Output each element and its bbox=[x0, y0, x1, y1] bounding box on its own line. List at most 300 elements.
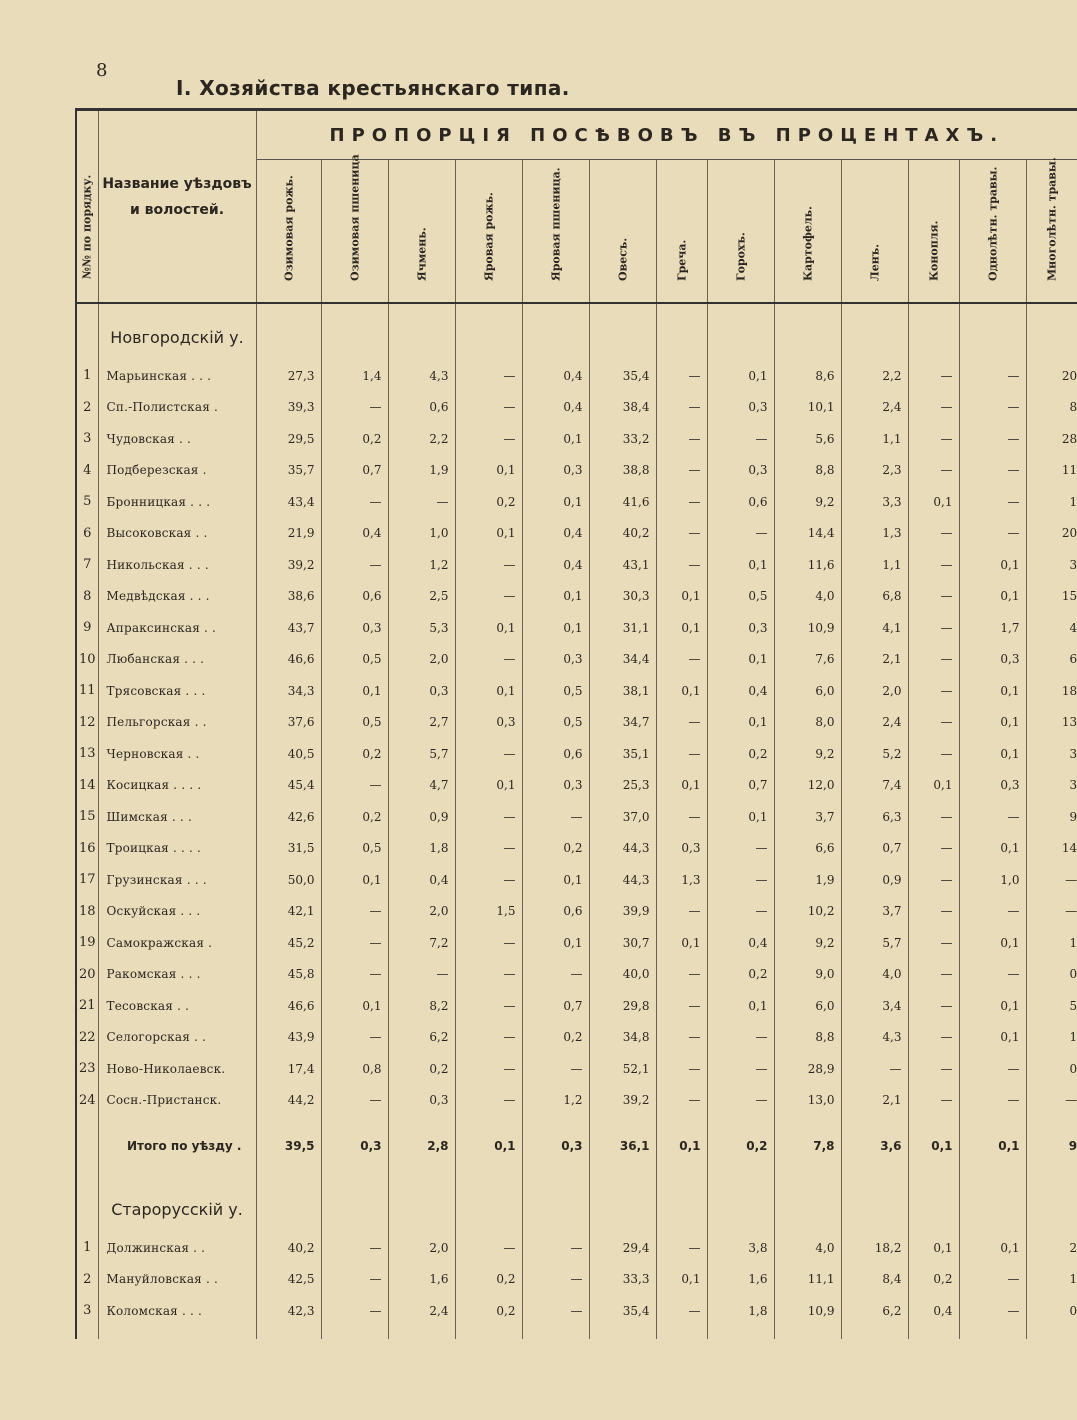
value-cell: 45,8 bbox=[256, 959, 321, 991]
empty-cell bbox=[256, 1327, 321, 1339]
value-cell: — bbox=[908, 423, 959, 455]
value-cell: 38,4 bbox=[589, 392, 656, 424]
value-cell: 43,1 bbox=[589, 549, 656, 581]
empty-cell bbox=[388, 303, 455, 360]
page-number: 8 bbox=[96, 60, 108, 81]
empty-cell bbox=[707, 1327, 774, 1339]
value-cell: 29,5 bbox=[256, 423, 321, 455]
table-row bbox=[76, 612, 1077, 644]
value-cell: 2,0 bbox=[388, 644, 455, 676]
value-cell: 39,2 bbox=[589, 1085, 656, 1117]
value-cell: 0,1 bbox=[522, 927, 589, 959]
section-header-row bbox=[76, 1176, 1077, 1232]
value-cell: 39,9 bbox=[589, 896, 656, 928]
value-cell: 0,5 bbox=[321, 707, 388, 739]
value-cell: 0,2 bbox=[522, 833, 589, 865]
header-name-col: Название уѣздовъ и волостей. bbox=[98, 110, 256, 304]
value-cell: 0,3 bbox=[959, 770, 1026, 802]
value-cell: — bbox=[1065, 872, 1077, 887]
column-header: Озимовая рожь. bbox=[256, 160, 321, 304]
value-cell: 1,0 bbox=[388, 518, 455, 550]
value-cell: 0,3 bbox=[522, 644, 589, 676]
value-cell: 31,1 bbox=[589, 612, 656, 644]
value-cell: 1,3 bbox=[841, 518, 908, 550]
value-cell: — bbox=[908, 549, 959, 581]
value-cell: 0,1 bbox=[959, 707, 1026, 739]
value-cell: — bbox=[959, 423, 1026, 455]
value-cell: 37,6 bbox=[256, 707, 321, 739]
value-cell: 34,4 bbox=[589, 644, 656, 676]
volost-name: Апраксинская . . bbox=[98, 612, 256, 644]
column-header: Озимовая пшеница bbox=[321, 160, 388, 304]
value-cell: — bbox=[656, 644, 707, 676]
value-cell: 35,1 bbox=[589, 738, 656, 770]
table-row bbox=[76, 896, 1077, 928]
value-cell: 0,2 bbox=[522, 1022, 589, 1054]
empty-cell bbox=[76, 1327, 98, 1339]
value-cell: 9,2 bbox=[774, 927, 841, 959]
empty-cell bbox=[656, 1327, 707, 1339]
bottom-gap bbox=[76, 1327, 1077, 1339]
value-cell: 1,3 bbox=[656, 864, 707, 896]
value-cell: 0,4 bbox=[707, 927, 774, 959]
row-number: 8 bbox=[76, 581, 98, 613]
value-cell: 0,2 bbox=[455, 1295, 522, 1327]
value-cell: 3 bbox=[1069, 778, 1077, 793]
column-header: Яровая рожь. bbox=[455, 160, 522, 304]
value-cell: 30,7 bbox=[589, 927, 656, 959]
value-cell: 38,6 bbox=[256, 581, 321, 613]
value-cell: 0,1 bbox=[656, 581, 707, 613]
value-cell: — bbox=[321, 392, 388, 424]
value-cell: — bbox=[959, 896, 1026, 928]
empty-cell bbox=[455, 1327, 522, 1339]
value-cell: 7,2 bbox=[388, 927, 455, 959]
row-number: 9 bbox=[76, 612, 98, 644]
value-cell: 50,0 bbox=[256, 864, 321, 896]
value-cell: 30,3 bbox=[589, 581, 656, 613]
value-cell: 0,1 bbox=[707, 990, 774, 1022]
table-row bbox=[76, 581, 1077, 613]
value-cell: 11,1 bbox=[774, 1264, 841, 1296]
value-cell: — bbox=[959, 1264, 1026, 1296]
value-cell: 1 bbox=[1069, 935, 1077, 950]
value-cell: 0 bbox=[1069, 1061, 1077, 1076]
value-cell: — bbox=[455, 360, 522, 392]
volost-name: Никольская . . . bbox=[98, 549, 256, 581]
value-cell: — bbox=[321, 959, 388, 991]
value-cell: — bbox=[455, 392, 522, 424]
value-cell: — bbox=[321, 896, 388, 928]
value-cell: 3,8 bbox=[707, 1232, 774, 1264]
total-value: 36,1 bbox=[589, 1116, 656, 1176]
value-cell: — bbox=[321, 1295, 388, 1327]
value-cell: — bbox=[656, 707, 707, 739]
value-cell: 0,2 bbox=[455, 1264, 522, 1296]
value-cell: 2,4 bbox=[841, 392, 908, 424]
value-cell: — bbox=[908, 1053, 959, 1085]
volost-name: Косицкая . . . . bbox=[98, 770, 256, 802]
value-cell: 4,0 bbox=[774, 1232, 841, 1264]
value-cell: 0,4 bbox=[522, 518, 589, 550]
value-cell: 0 bbox=[1069, 1303, 1077, 1318]
empty-cell bbox=[908, 303, 959, 360]
column-header: Греча. bbox=[656, 160, 707, 304]
value-cell: — bbox=[908, 896, 959, 928]
value-cell: 2,0 bbox=[388, 1232, 455, 1264]
value-cell: 43,7 bbox=[256, 612, 321, 644]
value-cell: — bbox=[908, 455, 959, 487]
value-cell: 33,2 bbox=[589, 423, 656, 455]
value-cell: 2,3 bbox=[841, 455, 908, 487]
value-cell: 0,1 bbox=[656, 1264, 707, 1296]
value-cell: 0,1 bbox=[455, 518, 522, 550]
table-row bbox=[76, 486, 1077, 518]
value-cell: 5,7 bbox=[841, 927, 908, 959]
volost-name: Грузинская . . . bbox=[98, 864, 256, 896]
value-cell: 35,7 bbox=[256, 455, 321, 487]
value-cell: — bbox=[656, 423, 707, 455]
value-cell: 14 bbox=[1061, 841, 1077, 856]
value-cell: — bbox=[522, 959, 589, 991]
value-cell: 0,1 bbox=[455, 675, 522, 707]
volost-name: Сп.-Полистская . bbox=[98, 392, 256, 424]
value-cell: — bbox=[959, 455, 1026, 487]
row-number: 11 bbox=[76, 675, 98, 707]
value-cell: 0,1 bbox=[522, 423, 589, 455]
volost-name: Черновская . . bbox=[98, 738, 256, 770]
value-cell: 2,2 bbox=[388, 423, 455, 455]
volost-name: Бронницкая . . . bbox=[98, 486, 256, 518]
table-row bbox=[76, 360, 1077, 392]
value-cell: 0,2 bbox=[707, 738, 774, 770]
value-cell: 0,1 bbox=[455, 455, 522, 487]
value-cell: — bbox=[1065, 1093, 1077, 1108]
value-cell: 1,9 bbox=[774, 864, 841, 896]
value-cell: 0,2 bbox=[455, 486, 522, 518]
value-cell: 0,1 bbox=[959, 1022, 1026, 1054]
value-cell: 0,1 bbox=[908, 770, 959, 802]
value-cell: 0,3 bbox=[522, 455, 589, 487]
value-cell: 42,3 bbox=[256, 1295, 321, 1327]
value-cell: 38,1 bbox=[589, 675, 656, 707]
value-cell: 44,2 bbox=[256, 1085, 321, 1117]
row-number: 5 bbox=[76, 486, 98, 518]
value-cell: 0,1 bbox=[959, 675, 1026, 707]
value-cell: — bbox=[321, 1022, 388, 1054]
row-number: 1 bbox=[76, 1232, 98, 1264]
value-cell: 40,2 bbox=[256, 1232, 321, 1264]
value-cell: — bbox=[455, 801, 522, 833]
value-cell: 1 bbox=[1069, 1272, 1077, 1287]
value-cell: 8 bbox=[1069, 400, 1077, 415]
value-cell: — bbox=[522, 1295, 589, 1327]
value-cell: — bbox=[656, 486, 707, 518]
page-title: I. Хозяйства крестьянскаго типа. bbox=[176, 76, 570, 100]
value-cell: 0,9 bbox=[388, 801, 455, 833]
value-cell: 18 bbox=[1061, 683, 1077, 698]
value-cell: — bbox=[321, 486, 388, 518]
value-cell: — bbox=[321, 549, 388, 581]
value-cell: 44,3 bbox=[589, 833, 656, 865]
value-cell: 0,3 bbox=[959, 644, 1026, 676]
value-cell: 0,1 bbox=[522, 581, 589, 613]
section-spacer bbox=[76, 303, 98, 360]
value-cell: 12,0 bbox=[774, 770, 841, 802]
value-cell: — bbox=[908, 959, 959, 991]
value-cell: 6,6 bbox=[774, 833, 841, 865]
value-cell: 0,2 bbox=[707, 959, 774, 991]
value-cell: 20 bbox=[1061, 368, 1077, 383]
empty-cell bbox=[774, 303, 841, 360]
row-number: 1 bbox=[76, 360, 98, 392]
value-cell: 8,6 bbox=[774, 360, 841, 392]
value-cell: 13 bbox=[1061, 715, 1077, 730]
value-cell: — bbox=[908, 360, 959, 392]
value-cell: 6,8 bbox=[841, 581, 908, 613]
value-cell: — bbox=[455, 927, 522, 959]
value-cell: 3,3 bbox=[841, 486, 908, 518]
value-cell: 2,4 bbox=[388, 1295, 455, 1327]
table-row bbox=[76, 927, 1077, 959]
value-cell: 3,4 bbox=[841, 990, 908, 1022]
row-number: 7 bbox=[76, 549, 98, 581]
value-cell: 0,3 bbox=[707, 392, 774, 424]
value-cell: — bbox=[908, 801, 959, 833]
value-cell: 0,4 bbox=[388, 864, 455, 896]
empty-cell bbox=[522, 1327, 589, 1339]
row-number: 2 bbox=[76, 392, 98, 424]
empty-cell bbox=[321, 1327, 388, 1339]
value-cell: 45,2 bbox=[256, 927, 321, 959]
value-cell: 1,8 bbox=[707, 1295, 774, 1327]
value-cell: 0,1 bbox=[321, 864, 388, 896]
value-cell: 1 bbox=[1069, 1030, 1077, 1045]
value-cell: — bbox=[656, 1295, 707, 1327]
value-cell: — bbox=[321, 927, 388, 959]
value-cell: — bbox=[908, 675, 959, 707]
table-row bbox=[76, 1295, 1077, 1327]
value-cell: 0,1 bbox=[908, 1232, 959, 1264]
row-number: 14 bbox=[76, 770, 98, 802]
empty-cell bbox=[455, 303, 522, 360]
value-cell: 9,2 bbox=[774, 486, 841, 518]
volost-name: Должинская . . bbox=[98, 1232, 256, 1264]
value-cell: — bbox=[656, 896, 707, 928]
table-row bbox=[76, 833, 1077, 865]
row-number: 16 bbox=[76, 833, 98, 865]
table-row bbox=[76, 675, 1077, 707]
value-cell: 29,4 bbox=[589, 1232, 656, 1264]
value-cell: 3 bbox=[1069, 557, 1077, 572]
value-cell: 1,7 bbox=[959, 612, 1026, 644]
value-cell: — bbox=[707, 518, 774, 550]
volost-name: Сосн.-Пристанск. bbox=[98, 1085, 256, 1117]
column-header: Овесъ. bbox=[589, 160, 656, 304]
row-number: 3 bbox=[76, 1295, 98, 1327]
value-cell: — bbox=[908, 581, 959, 613]
value-cell: 34,3 bbox=[256, 675, 321, 707]
value-cell: 0,1 bbox=[656, 927, 707, 959]
value-cell: 10,1 bbox=[774, 392, 841, 424]
value-cell: 0,3 bbox=[321, 612, 388, 644]
value-cell: 0,1 bbox=[321, 990, 388, 1022]
value-cell: 0,6 bbox=[321, 581, 388, 613]
value-cell: — bbox=[656, 549, 707, 581]
value-cell: 0,4 bbox=[522, 392, 589, 424]
value-cell: — bbox=[707, 833, 774, 865]
table-row bbox=[76, 707, 1077, 739]
value-cell: 0,4 bbox=[522, 549, 589, 581]
value-cell: 0,1 bbox=[522, 486, 589, 518]
value-cell: 8,8 bbox=[774, 455, 841, 487]
value-cell: 0,1 bbox=[959, 1232, 1026, 1264]
value-cell: 0,3 bbox=[707, 612, 774, 644]
value-cell: 0,1 bbox=[707, 801, 774, 833]
value-cell: — bbox=[707, 1053, 774, 1085]
header-banner: ПРОПОРЦІЯ ПОСѢВОВЪ ВЪ ПРОЦЕНТАХЪ. bbox=[256, 110, 1077, 160]
value-cell: — bbox=[908, 707, 959, 739]
value-cell: — bbox=[707, 1022, 774, 1054]
empty-cell bbox=[98, 1327, 256, 1339]
value-cell: 6,2 bbox=[841, 1295, 908, 1327]
value-cell: 34,7 bbox=[589, 707, 656, 739]
value-cell: 0,2 bbox=[908, 1264, 959, 1296]
value-cell: 0,7 bbox=[321, 455, 388, 487]
table-row bbox=[76, 770, 1077, 802]
value-cell: 0,3 bbox=[656, 833, 707, 865]
value-cell: 1,6 bbox=[388, 1264, 455, 1296]
value-cell: 2,1 bbox=[841, 1085, 908, 1117]
value-cell: 0,3 bbox=[707, 455, 774, 487]
value-cell: — bbox=[908, 518, 959, 550]
value-cell: — bbox=[959, 486, 1026, 518]
row-number: 12 bbox=[76, 707, 98, 739]
value-cell: 0,1 bbox=[455, 770, 522, 802]
value-cell: — bbox=[908, 612, 959, 644]
value-cell: 1,9 bbox=[388, 455, 455, 487]
value-cell: — bbox=[908, 1022, 959, 1054]
value-cell: 8,8 bbox=[774, 1022, 841, 1054]
table-row bbox=[76, 423, 1077, 455]
value-cell: 0,3 bbox=[522, 770, 589, 802]
value-cell: 0,1 bbox=[959, 833, 1026, 865]
volost-name: Ново-Николаевск. bbox=[98, 1053, 256, 1085]
table-row bbox=[76, 1264, 1077, 1296]
value-cell: 21,9 bbox=[256, 518, 321, 550]
value-cell: 1,2 bbox=[522, 1085, 589, 1117]
total-value: 0,2 bbox=[707, 1116, 774, 1176]
volost-name: Подберезская . bbox=[98, 455, 256, 487]
volost-name: Ракомская . . . bbox=[98, 959, 256, 991]
value-cell: 1,0 bbox=[959, 864, 1026, 896]
value-cell: 3 bbox=[1069, 746, 1077, 761]
value-cell: 2 bbox=[1069, 1240, 1077, 1255]
volost-name: Трясовская . . . bbox=[98, 675, 256, 707]
value-cell: 0,5 bbox=[321, 833, 388, 865]
empty-cell bbox=[256, 303, 321, 360]
column-header: Горохъ. bbox=[707, 160, 774, 304]
table-row bbox=[76, 1085, 1077, 1117]
total-row bbox=[76, 1116, 1077, 1176]
value-cell: 1,1 bbox=[841, 423, 908, 455]
value-cell: — bbox=[455, 1085, 522, 1117]
volost-name: Высоковская . . bbox=[98, 518, 256, 550]
value-cell: — bbox=[455, 864, 522, 896]
row-number: 23 bbox=[76, 1053, 98, 1085]
volost-name: Селогорская . . bbox=[98, 1022, 256, 1054]
value-cell: 45,4 bbox=[256, 770, 321, 802]
row-number: 19 bbox=[76, 927, 98, 959]
value-cell: 8,4 bbox=[841, 1264, 908, 1296]
value-cell: 10,2 bbox=[774, 896, 841, 928]
empty-cell bbox=[1026, 1176, 1077, 1232]
value-cell: 4,7 bbox=[388, 770, 455, 802]
total-value: 0,3 bbox=[522, 1116, 589, 1176]
empty-cell bbox=[455, 1176, 522, 1232]
value-cell: 0,1 bbox=[321, 675, 388, 707]
empty-cell bbox=[707, 303, 774, 360]
value-cell: — bbox=[522, 1264, 589, 1296]
row-number: 18 bbox=[76, 896, 98, 928]
value-cell: 40,0 bbox=[589, 959, 656, 991]
table-row bbox=[76, 1232, 1077, 1264]
value-cell: 0,1 bbox=[656, 612, 707, 644]
value-cell: 0,6 bbox=[388, 392, 455, 424]
value-cell: 0,4 bbox=[908, 1295, 959, 1327]
value-cell: — bbox=[455, 833, 522, 865]
value-cell: 5,2 bbox=[841, 738, 908, 770]
empty-cell bbox=[589, 303, 656, 360]
table-row bbox=[76, 1022, 1077, 1054]
table-row bbox=[76, 1053, 1077, 1085]
empty-cell bbox=[256, 1176, 321, 1232]
value-cell: — bbox=[321, 1085, 388, 1117]
value-cell: 5 bbox=[1069, 998, 1077, 1013]
value-cell: — bbox=[656, 455, 707, 487]
empty-cell bbox=[707, 1176, 774, 1232]
value-cell: 0,1 bbox=[959, 581, 1026, 613]
value-cell: 0,1 bbox=[707, 549, 774, 581]
value-cell: — bbox=[959, 1053, 1026, 1085]
value-cell: — bbox=[707, 864, 774, 896]
value-cell: 8,0 bbox=[774, 707, 841, 739]
volost-name: Тесовская . . bbox=[98, 990, 256, 1022]
value-cell: — bbox=[656, 1053, 707, 1085]
total-value: 0,1 bbox=[959, 1116, 1026, 1176]
value-cell: — bbox=[908, 833, 959, 865]
section-spacer bbox=[76, 1176, 98, 1232]
value-cell: 37,0 bbox=[589, 801, 656, 833]
section-name: Новгородскій у. bbox=[98, 303, 256, 360]
row-number: 24 bbox=[76, 1085, 98, 1117]
value-cell: 0,6 bbox=[522, 738, 589, 770]
value-cell: 0,1 bbox=[522, 864, 589, 896]
total-value: 0,3 bbox=[321, 1116, 388, 1176]
value-cell: 1,5 bbox=[455, 896, 522, 928]
value-cell: 0,1 bbox=[707, 707, 774, 739]
total-value: 0,1 bbox=[656, 1116, 707, 1176]
value-cell: — bbox=[1065, 904, 1077, 919]
value-cell: — bbox=[908, 738, 959, 770]
value-cell: — bbox=[959, 801, 1026, 833]
value-cell: — bbox=[455, 990, 522, 1022]
empty-cell bbox=[841, 1176, 908, 1232]
empty-cell bbox=[321, 303, 388, 360]
table-row bbox=[76, 644, 1077, 676]
value-cell: 34,8 bbox=[589, 1022, 656, 1054]
value-cell: — bbox=[908, 990, 959, 1022]
